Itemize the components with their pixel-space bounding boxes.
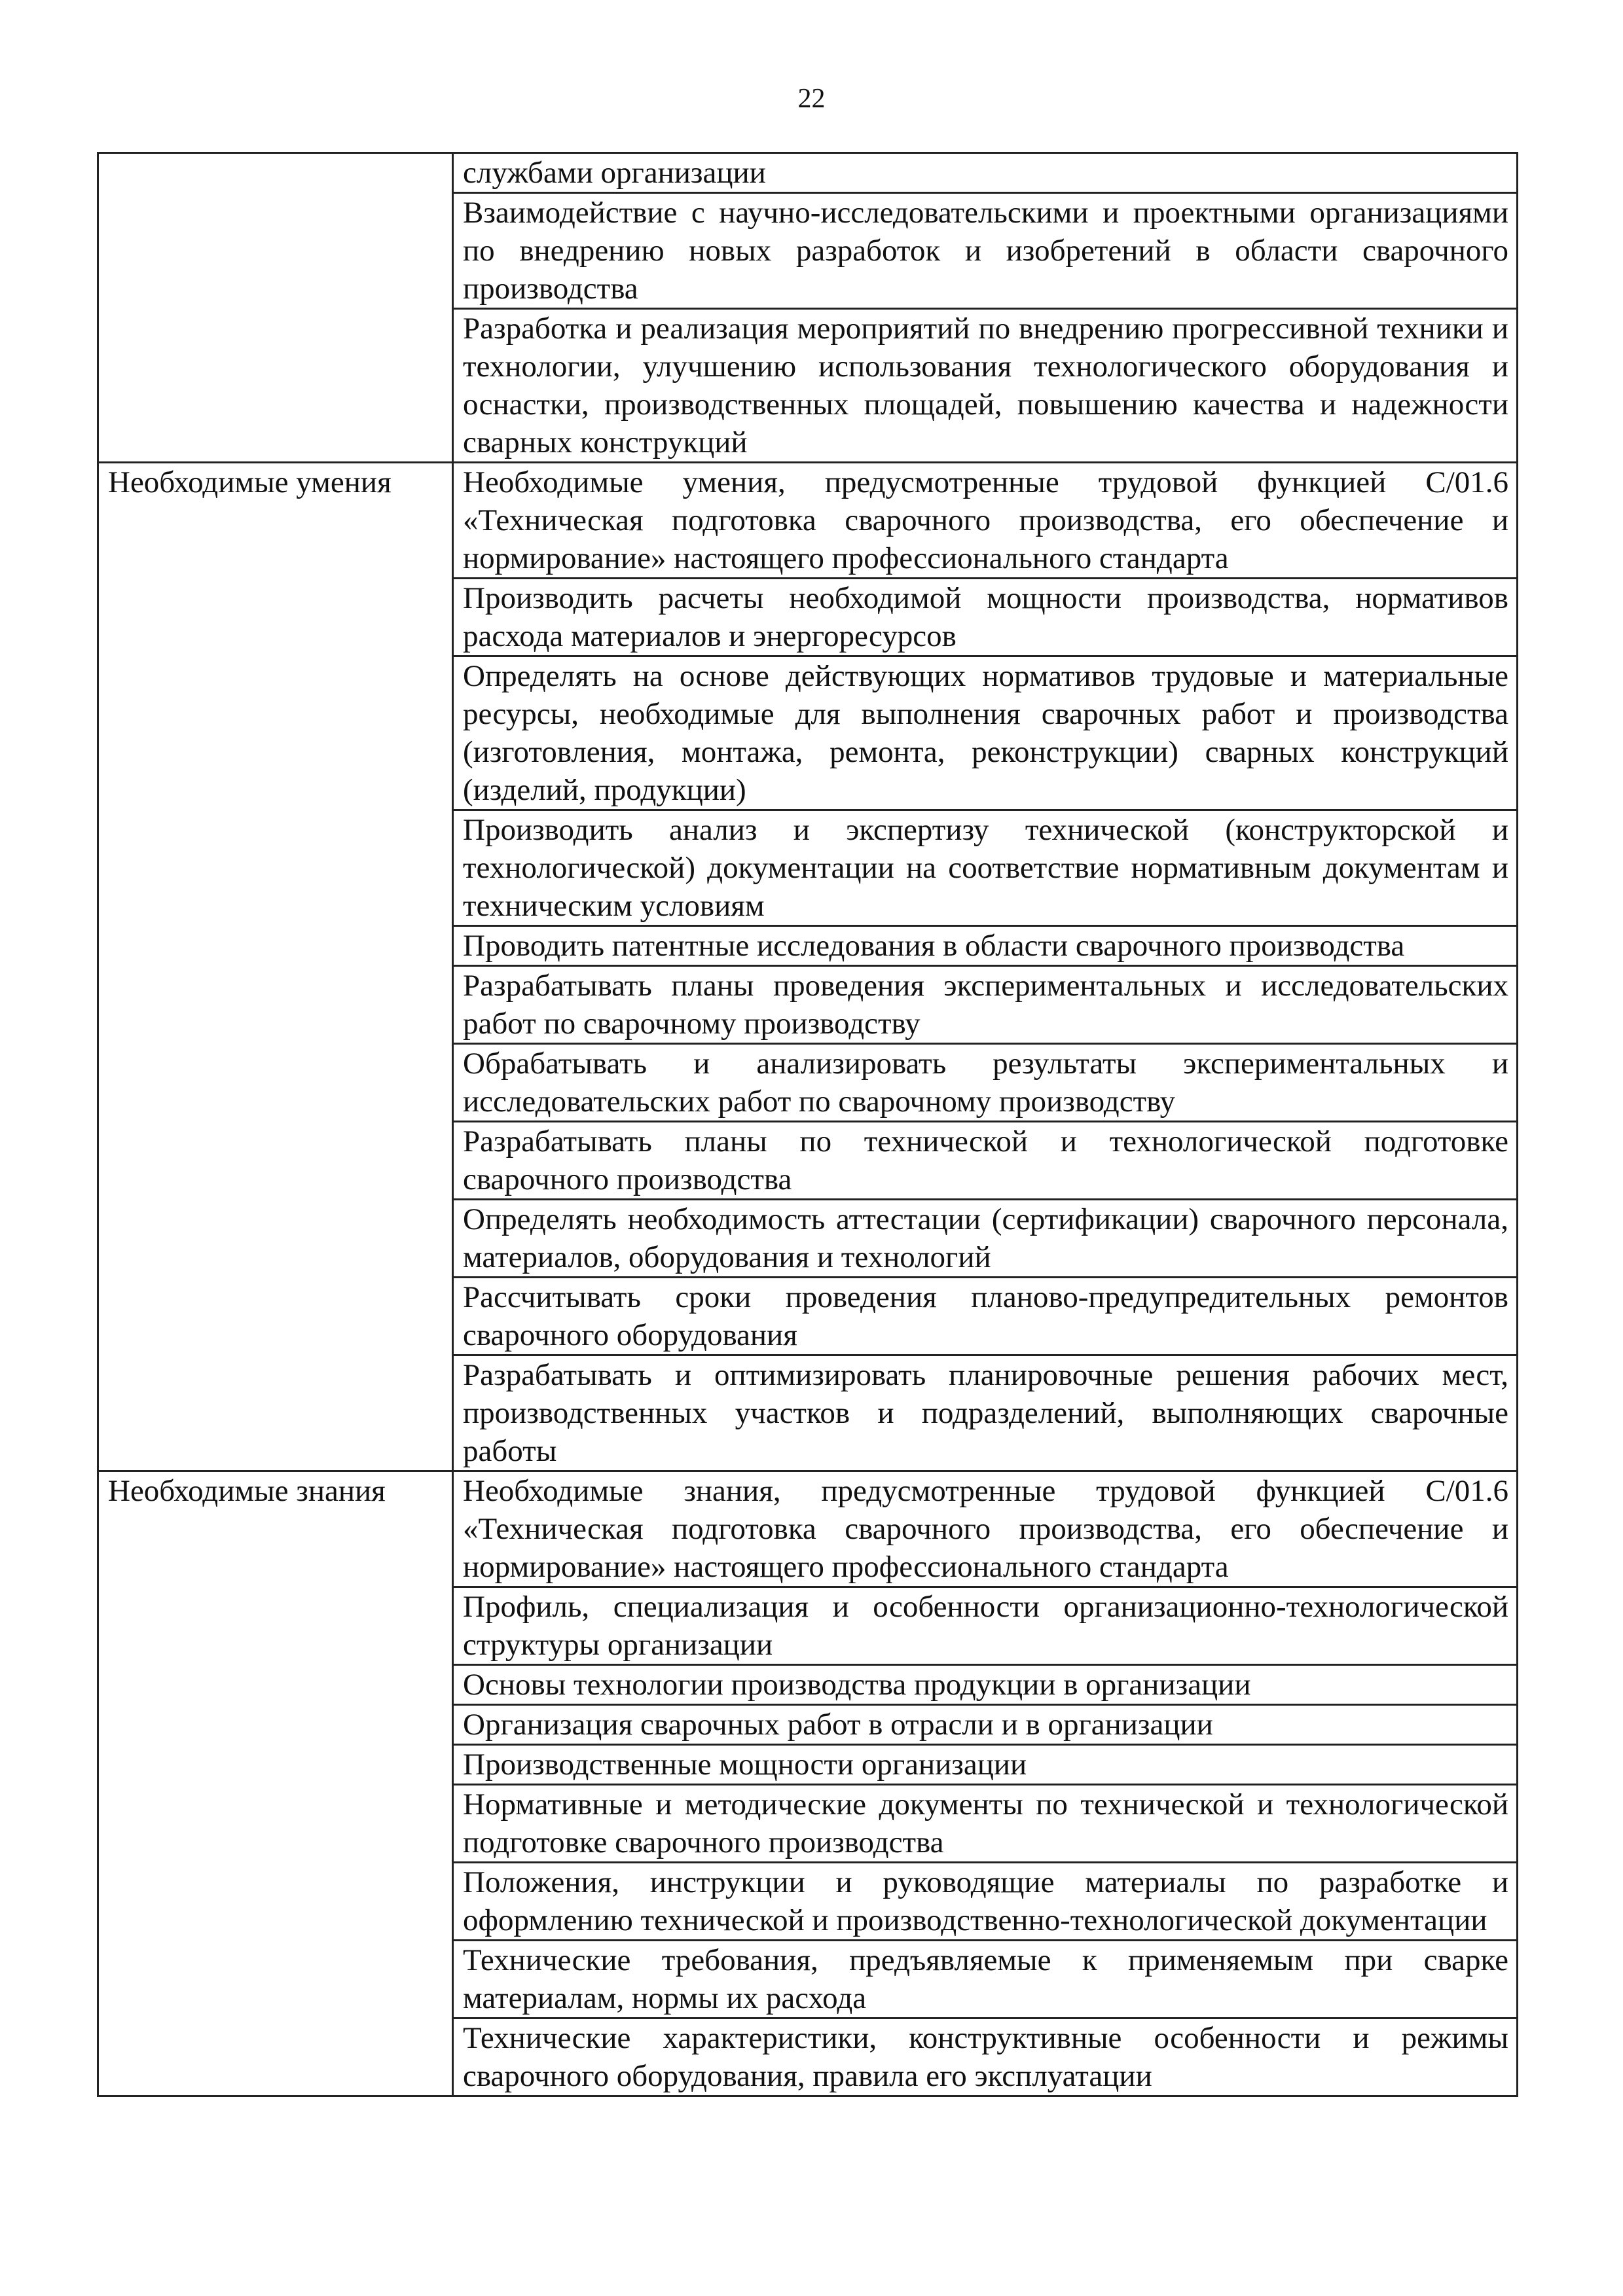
requirement-item: Производить анализ и экспертизу технической (конструкторской и технологической) документации на соответствие нормативным документам и техническим условиям: [453, 810, 1518, 926]
requirement-item: Разрабатывать планы по технической и технологической подготовке сварочного производства: [453, 1122, 1518, 1200]
table-row: [98, 153, 1518, 193]
section-label: Необходимые знания: [98, 1471, 453, 2096]
requirement-item: Производить расчеты необходимой мощности производства, нормативов расхода материалов и энергоресурсов: [453, 579, 1518, 656]
page-number: 22: [797, 84, 826, 114]
section-label: [98, 153, 453, 463]
requirement-item: Положения, инструкции и руководящие материалы по разработке и оформлению технической и производственно-технологической документации: [453, 1863, 1518, 1941]
requirement-item: Необходимые умения, предусмотренные трудовой функцией С/01.6 «Техническая подготовка сварочного производства, его обеспечение и нормирование» настоящего профессионального стандарта: [453, 463, 1518, 579]
requirement-item: Необходимые знания, предусмотренные трудовой функцией С/01.6 «Техническая подготовка сварочного производства, его обеспечение и нормирование» настоящего профессионального стандарта: [453, 1471, 1518, 1587]
table-row: [98, 463, 1518, 579]
requirement-item: службами организации: [453, 153, 1518, 193]
requirement-item: Разработка и реализация мероприятий по внедрению прогрессивной техники и технологии, улучшению использования технологического оборудования и оснастки, производственных площадей, повышению качества и надежности сварных конструкций: [453, 309, 1518, 463]
requirement-item: Технические требования, предъявляемые к применяемым при сварке материалам, нормы их расхода: [453, 1941, 1518, 2018]
requirement-item: Определять необходимость аттестации (сертификации) сварочного персонала, материалов, оборудования и технологий: [453, 1200, 1518, 1278]
requirement-item: Нормативные и методические документы по технической и технологической подготовке сварочного производства: [453, 1785, 1518, 1863]
requirements-table: [97, 152, 1518, 2097]
requirement-item: Основы технологии производства продукции в организации: [453, 1665, 1518, 1705]
table-row: [98, 1471, 1518, 1587]
requirement-item: Обрабатывать и анализировать результаты экспериментальных и исследовательских работ по сварочному производству: [453, 1044, 1518, 1122]
section-label: Необходимые умения: [98, 463, 453, 1471]
requirement-item: Определять на основе действующих нормативов трудовые и материальные ресурсы, необходимые для выполнения сварочных работ и производства (изготовления, монтажа, ремонта, реконструкции) сварных конструкций (изделий, продукции): [453, 656, 1518, 810]
requirement-item: Рассчитывать сроки проведения планово-предупредительных ремонтов сварочного оборудования: [453, 1278, 1518, 1355]
requirement-item: Разрабатывать планы проведения экспериментальных и исследовательских работ по сварочному производству: [453, 966, 1518, 1044]
requirement-item: Разрабатывать и оптимизировать планировочные решения рабочих мест, производственных участков и подразделений, выполняющих сварочные работы: [453, 1355, 1518, 1471]
requirement-item: Организация сварочных работ в отрасли и в организации: [453, 1705, 1518, 1745]
requirement-item: Проводить патентные исследования в области сварочного производства: [453, 926, 1518, 966]
requirement-item: Технические характеристики, конструктивные особенности и режимы сварочного оборудования, правила его эксплуатации: [453, 2018, 1518, 2096]
requirement-item: Взаимодействие с научно-исследовательскими и проектными организациями по внедрению новых разработок и изобретений в области сварочного производства: [453, 193, 1518, 309]
requirement-item: Профиль, специализация и особенности организационно-технологической структуры организации: [453, 1587, 1518, 1665]
requirement-item: Производственные мощности организации: [453, 1745, 1518, 1785]
